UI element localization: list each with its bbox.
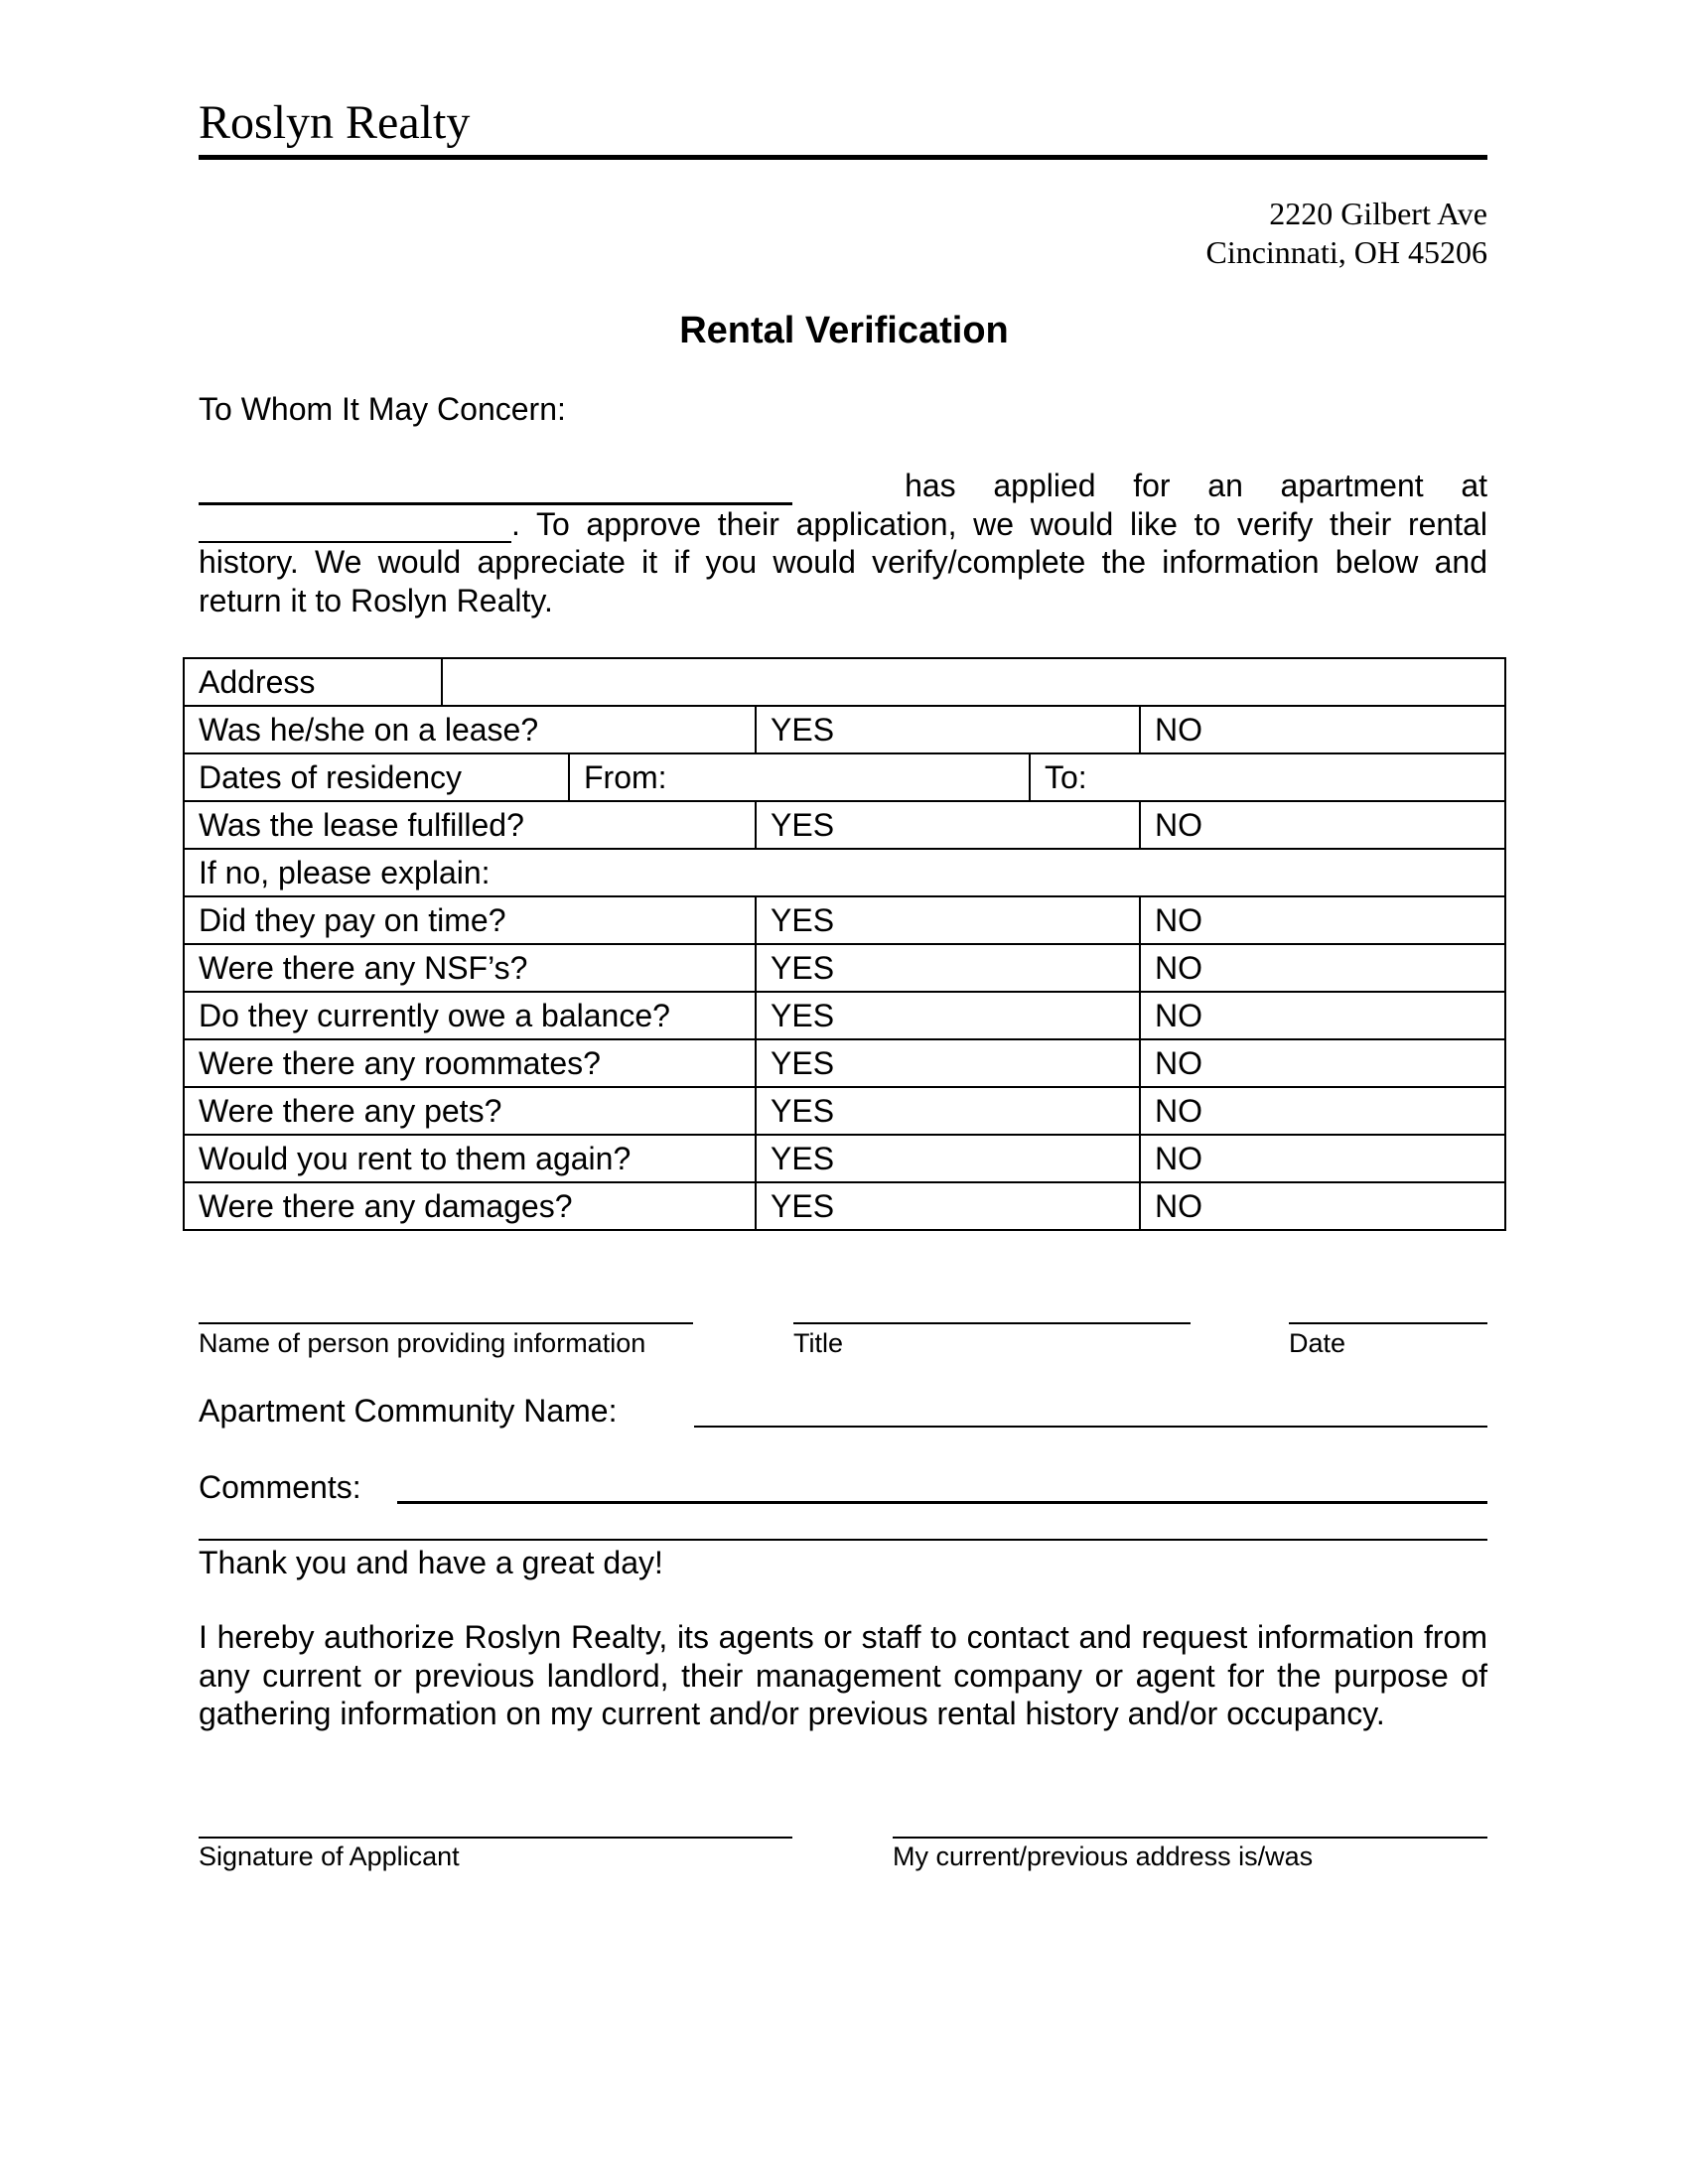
from-label: From: [584, 759, 667, 795]
applicant-signature-label: Signature of Applicant [199, 1842, 460, 1871]
no-option[interactable]: NO [1140, 992, 1505, 1039]
no-option[interactable]: NO [1140, 944, 1505, 992]
question-label: Do they currently owe a balance? [184, 992, 756, 1039]
table-row [184, 1135, 1505, 1182]
no-option[interactable]: NO [1140, 1135, 1505, 1182]
dates-label: Dates of residency [184, 753, 569, 801]
yes-option[interactable]: YES [756, 896, 1140, 944]
community-name-line[interactable] [694, 1426, 1487, 1428]
thank-you-text: Thank you and have a great day! [199, 1545, 663, 1580]
salutation: To Whom It May Concern: [199, 391, 566, 427]
yes-option[interactable]: YES [756, 1135, 1140, 1182]
applicant-address-label: My current/previous address is/was [893, 1842, 1314, 1871]
community-label: Apartment Community Name: [199, 1393, 618, 1429]
intro-line-1 [199, 467, 1487, 505]
fulfilled-question: Was the lease fulfilled? [184, 801, 756, 849]
address-line-2: Cincinnati, OH 45206 [1205, 234, 1487, 270]
title-label: Title [793, 1328, 844, 1358]
company-name: Roslyn Realty [199, 96, 471, 149]
document-title: Rental Verification [679, 310, 1009, 351]
name-label: Name of person providing information [199, 1328, 646, 1358]
company-address [1205, 195, 1487, 272]
question-label: Would you rent to them again? [184, 1135, 756, 1182]
address-label: Address [184, 658, 442, 706]
explain-label: If no, please explain: [199, 855, 491, 890]
table-row [184, 849, 1505, 896]
question-label: Were there any damages? [184, 1182, 756, 1230]
no-option[interactable]: NO [1140, 1039, 1505, 1087]
question-label: Did they pay on time? [184, 896, 756, 944]
fulfilled-no-option[interactable]: NO [1140, 801, 1505, 849]
to-field[interactable] [1030, 753, 1505, 801]
applicant-address-line[interactable] [893, 1837, 1487, 1839]
table-row [184, 896, 1505, 944]
yes-option[interactable]: YES [756, 1182, 1140, 1230]
table-row [184, 944, 1505, 992]
fulfilled-yes-option[interactable]: YES [756, 801, 1140, 849]
address-line-1: 2220 Gilbert Ave [1269, 196, 1487, 231]
apartment-blank[interactable] [199, 511, 511, 543]
lease-question: Was he/she on a lease? [184, 706, 756, 753]
yes-option[interactable]: YES [756, 1039, 1140, 1087]
applicant-name-blank[interactable] [199, 473, 792, 505]
comments-line-1[interactable] [397, 1501, 1487, 1504]
no-option[interactable]: NO [1140, 1087, 1505, 1135]
title-signature-line[interactable] [793, 1322, 1191, 1324]
address-field[interactable] [442, 658, 1505, 706]
lease-no-option[interactable]: NO [1140, 706, 1505, 753]
authorization-paragraph: I hereby authorize Roslyn Realty, its agents or staff to contact and request information from any current or previous landlord, their management company or agent for the purpose of gathering information on my current and/or previous rental history and/or occupancy. [199, 1619, 1487, 1731]
comments-line-2[interactable] [199, 1539, 1487, 1541]
table-row [184, 801, 1505, 849]
intro-line-2-text: . To approve their application, we would like to verify their rental [511, 505, 1487, 542]
applicant-signature-line[interactable] [199, 1837, 792, 1839]
intro-line-2 [199, 505, 1487, 544]
header-rule [199, 155, 1487, 160]
no-option[interactable]: NO [1140, 1182, 1505, 1230]
intro-line-4: return it to Roslyn Realty. [199, 582, 553, 618]
to-label: To: [1045, 759, 1087, 795]
intro-paragraph [199, 467, 1487, 619]
table-row [184, 1087, 1505, 1135]
question-label: Were there any pets? [184, 1087, 756, 1135]
table-row [184, 1182, 1505, 1230]
question-label: Were there any roommates? [184, 1039, 756, 1087]
from-field[interactable] [569, 753, 1030, 801]
lease-yes-option[interactable]: YES [756, 706, 1140, 753]
table-row [184, 992, 1505, 1039]
table-row [184, 753, 1505, 801]
date-label: Date [1289, 1328, 1346, 1358]
no-option[interactable]: NO [1140, 896, 1505, 944]
table-row [184, 1039, 1505, 1087]
intro-line-3: history. We would appreciate it if you would verify/complete the information below and [199, 544, 1487, 580]
yes-option[interactable]: YES [756, 992, 1140, 1039]
verification-table [183, 657, 1506, 1231]
table-row [184, 658, 1505, 706]
question-label: Were there any NSF’s? [184, 944, 756, 992]
name-signature-line[interactable] [199, 1322, 693, 1324]
date-signature-line[interactable] [1289, 1322, 1487, 1324]
comments-label: Comments: [199, 1469, 361, 1505]
intro-line-1-text: has applied for an apartment at [905, 468, 1487, 503]
yes-option[interactable]: YES [756, 1087, 1140, 1135]
yes-option[interactable]: YES [756, 944, 1140, 992]
table-row [184, 706, 1505, 753]
explain-field[interactable] [184, 849, 1505, 896]
